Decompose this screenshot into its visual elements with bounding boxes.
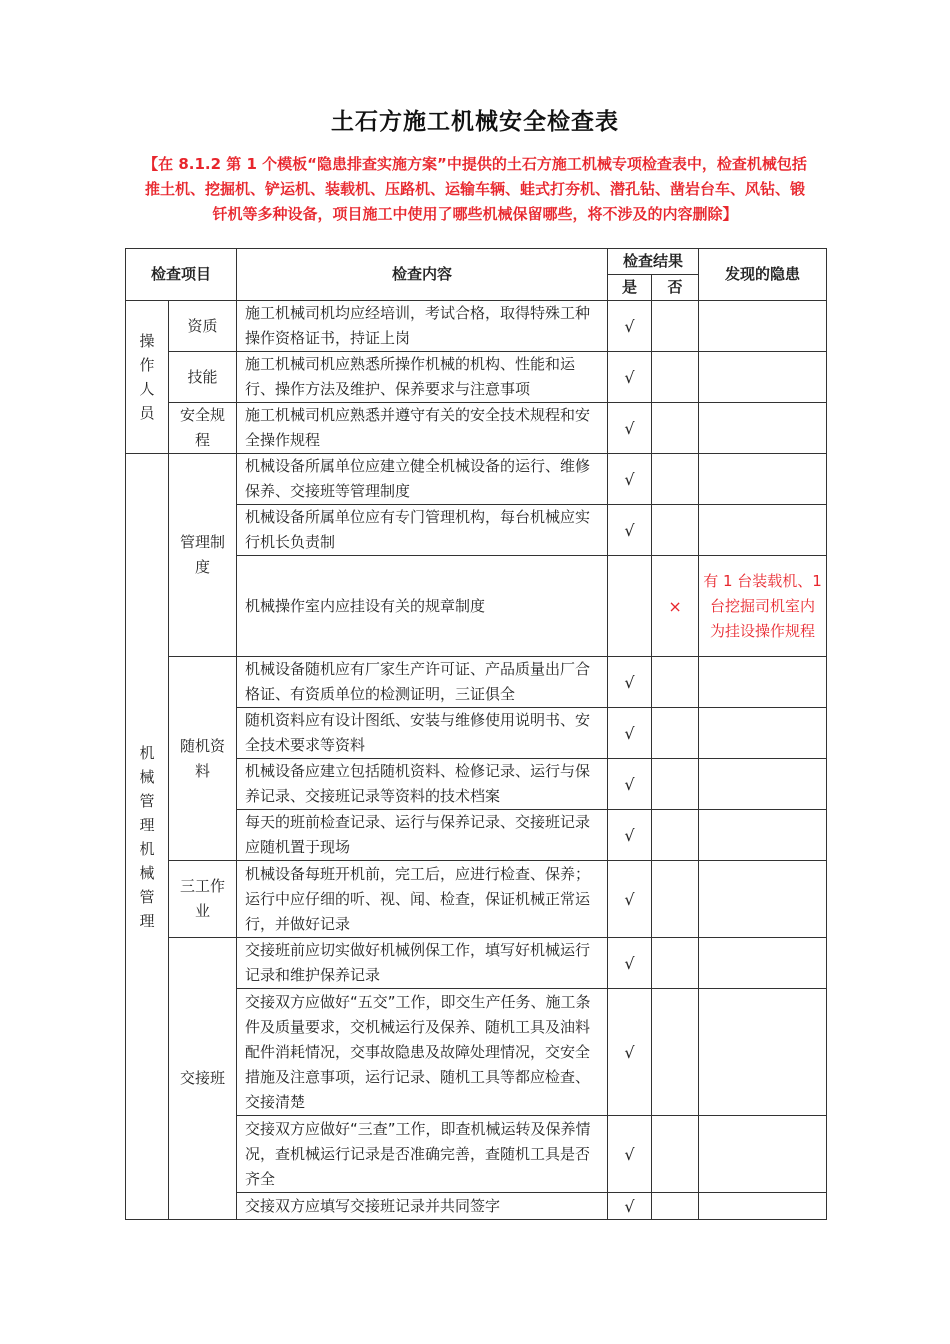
hazard-cell — [699, 657, 827, 708]
check-content: 交接双方应做好“五交”工作，即交生产任务、施工条件及质量要求，交机械运行及保养、随机工具及油料配件消耗情况，交事故隐患及故障处理情况，交安全措施及注意事项，运行记录、随机工具等都应检查、交接清楚 — [237, 989, 608, 1116]
table-row — [126, 403, 827, 454]
hazard-cell — [699, 505, 827, 556]
check-content: 施工机械司机均应经培训，考试合格，取得特殊工种操作资格证书，持证上岗 — [237, 301, 608, 352]
hazard-cell — [699, 989, 827, 1116]
no-mark — [652, 938, 699, 989]
yes-mark: √ — [608, 708, 652, 759]
check-content: 机械设备随机应有厂家生产许可证、产品质量出厂合格证、有资质单位的检测证明，三证俱全 — [237, 657, 608, 708]
yes-mark: √ — [608, 352, 652, 403]
instruction-note: 【在 8.1.2 第 1 个模板“隐患排查实施方案”中提供的土石方施工机械专项检查表中，检查机械包括推土机、挖掘机、铲运机、装载机、压路机、运输车辆、蛙式打夯机、潜孔钻、凿岩台车、风钻、锻钎机等多种设备，项目施工中使用了哪些机械保留哪些，将不涉及的内容删除】 — [143, 155, 807, 223]
no-mark — [652, 403, 699, 454]
hazard-cell — [699, 403, 827, 454]
no-mark — [652, 1116, 699, 1193]
table-row — [126, 352, 827, 403]
no-mark — [652, 989, 699, 1116]
page-title: 土石方施工机械安全检查表 — [331, 109, 619, 135]
hazard-cell — [699, 810, 827, 861]
hazard-cell — [699, 454, 827, 505]
table-row — [126, 301, 827, 352]
no-mark — [652, 301, 699, 352]
no-mark: × — [652, 556, 699, 657]
hazard-cell — [699, 759, 827, 810]
hazard-cell — [699, 708, 827, 759]
no-mark — [652, 657, 699, 708]
hazard-cell: 有 1 台装载机、1 台挖掘司机室内为挂设操作规程 — [699, 556, 827, 657]
hazard-cell — [699, 1193, 827, 1220]
header-no: 否 — [652, 275, 699, 301]
no-mark — [652, 505, 699, 556]
subcategory-documents: 随机资料 — [169, 657, 237, 861]
header-item: 检查项目 — [126, 249, 237, 301]
no-mark — [652, 708, 699, 759]
category-machinery-management: 机械管理机械管理 — [126, 454, 169, 1220]
check-content: 施工机械司机应熟悉所操作机械的机构、性能和运行、操作方法及维护、保养要求与注意事项 — [237, 352, 608, 403]
subcategory-skill: 技能 — [169, 352, 237, 403]
yes-mark: √ — [608, 1193, 652, 1220]
yes-mark — [608, 556, 652, 657]
check-content: 每天的班前检查记录、运行与保养记录、交接班记录应随机置于现场 — [237, 810, 608, 861]
yes-mark: √ — [608, 403, 652, 454]
subcategory-three-work: 三工作业 — [169, 861, 237, 938]
inspection-table — [125, 248, 827, 1220]
hazard-cell — [699, 938, 827, 989]
subcategory-safety-rules: 安全规程 — [169, 403, 237, 454]
hazard-cell — [699, 861, 827, 938]
no-mark — [652, 759, 699, 810]
header-row — [126, 249, 827, 275]
check-content: 机械操作室内应挂设有关的规章制度 — [237, 556, 608, 657]
header-content: 检查内容 — [237, 249, 608, 301]
yes-mark: √ — [608, 759, 652, 810]
hazard-cell — [699, 301, 827, 352]
yes-mark: √ — [608, 989, 652, 1116]
check-content: 施工机械司机应熟悉并遵守有关的安全技术规程和安全操作规程 — [237, 403, 608, 454]
category-operators: 操作人员 — [126, 301, 169, 454]
hazard-cell — [699, 352, 827, 403]
no-mark — [652, 352, 699, 403]
check-content: 机械设备所属单位应有专门管理机构，每台机械应实行机长负责制 — [237, 505, 608, 556]
check-content: 机械设备每班开机前，完工后，应进行检查、保养；运行中应仔细的听、视、闻、检查，保证机械正常运行，并做好记录 — [237, 861, 608, 938]
yes-mark: √ — [608, 454, 652, 505]
header-result: 检查结果 — [608, 249, 699, 275]
no-mark — [652, 810, 699, 861]
subcategory-management-system: 管理制度 — [169, 454, 237, 657]
subcategory-shift-handover: 交接班 — [169, 938, 237, 1220]
table-row — [126, 861, 827, 938]
check-content: 交接双方应做好“三查”工作，即查机械运转及保养情况，查机械运行记录是否准确完善，查随机工具是否齐全 — [237, 1116, 608, 1193]
check-content: 交接班前应切实做好机械例保工作，填写好机械运行记录和维护保养记录 — [237, 938, 608, 989]
check-content: 随机资料应有设计图纸、安装与维修使用说明书、安全技术要求等资料 — [237, 708, 608, 759]
subcategory-qualification: 资质 — [169, 301, 237, 352]
check-content: 机械设备所属单位应建立健全机械设备的运行、维修保养、交接班等管理制度 — [237, 454, 608, 505]
table-row — [126, 454, 827, 505]
hazard-cell — [699, 1116, 827, 1193]
yes-mark: √ — [608, 810, 652, 861]
header-yes: 是 — [608, 275, 652, 301]
table-row — [126, 938, 827, 989]
header-hazard: 发现的隐患 — [699, 249, 827, 301]
no-mark — [652, 861, 699, 938]
yes-mark: √ — [608, 657, 652, 708]
check-content: 机械设备应建立包括随机资料、检修记录、运行与保养记录、交接班记录等资料的技术档案 — [237, 759, 608, 810]
no-mark — [652, 1193, 699, 1220]
yes-mark: √ — [608, 938, 652, 989]
yes-mark: √ — [608, 301, 652, 352]
table-row — [126, 657, 827, 708]
check-content: 交接双方应填写交接班记录并共同签字 — [237, 1193, 608, 1220]
no-mark — [652, 454, 699, 505]
yes-mark: √ — [608, 861, 652, 938]
yes-mark: √ — [608, 505, 652, 556]
yes-mark: √ — [608, 1116, 652, 1193]
